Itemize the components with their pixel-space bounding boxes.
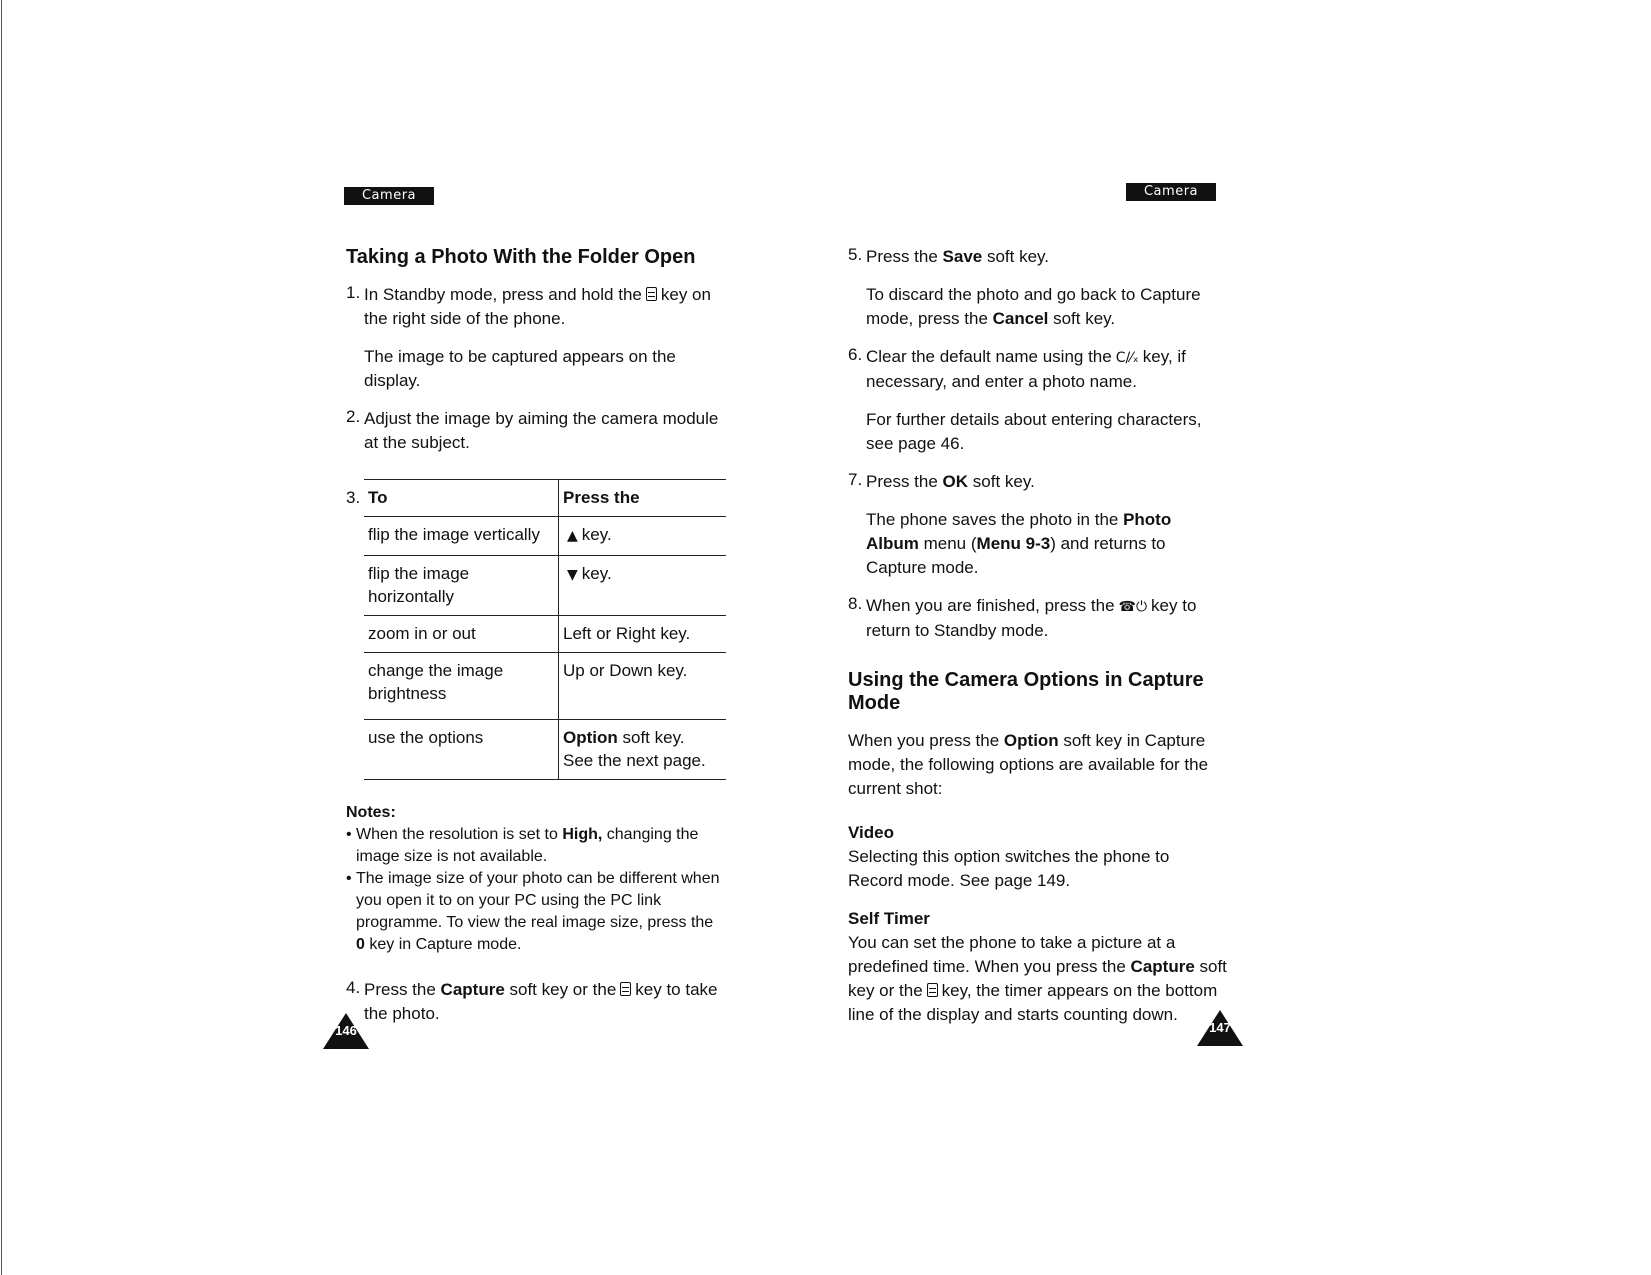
step-text: In Standby mode, press and hold the [364,285,642,304]
table-header-press: Press the [559,480,727,517]
step-number: 3. [346,488,361,507]
capture-key-label: Capture [1130,957,1195,976]
step-1 [346,283,726,331]
note-text: The phone saves the photo in the [866,510,1124,529]
step-text: key, if necessary, and enter a photo name. [866,347,1186,391]
cancel-key-label: Cancel [992,309,1049,328]
up-arrow-icon: ▲ [567,528,578,544]
menu-number-label: Menu 9-3 [976,534,1051,553]
key-text: key. [581,564,612,583]
table-row [364,616,726,653]
step-text: Press the [364,980,441,999]
table-row [364,517,726,556]
step-text: key to return to Standby mode. [866,596,1197,640]
step-text: key to take the photo. [364,980,718,1023]
step-6 [848,345,1228,394]
table-row [364,653,726,720]
key-function-table [364,479,726,780]
step-7-note [848,508,1228,580]
note-text: When the resolution is set to [356,826,563,843]
table-cell-action: zoom in or out [364,616,559,653]
step-text: soft key. [982,247,1050,266]
step-text: Clear the default name using the [866,347,1112,366]
step-text: When you are finished, press the [866,596,1115,615]
section-intro [848,729,1228,801]
camera-key-icon [646,287,657,301]
note-bold: High, [562,826,603,843]
camera-header-tab-right: Camera [1126,183,1216,201]
step-number: 8. [848,594,863,613]
self-timer-heading: Self Timer [848,909,930,928]
note-text: To discard the photo and go back to Capture mode, press the [866,285,1201,328]
table-cell-key: Left or Right key. [559,616,727,653]
page-number-left [323,1013,369,1049]
scan-edge-rule [1,0,2,1275]
table-cell-key [559,556,727,616]
table-cell-key [559,517,727,556]
key-text: soft key. [617,728,685,747]
step-text: soft key. [968,472,1035,491]
page-title: Taking a Photo With the Folder Open [346,246,696,268]
step-5 [848,245,1228,269]
note-text: soft key. [1048,309,1116,328]
note-text: key in Capture mode. [364,936,522,953]
note-text: menu ( [918,534,977,553]
step-number: 1. [346,283,361,302]
table-cell-action: change the image brightness [364,653,559,720]
timer-text: key, the timer appears on the bottom line of the display and starts counting down. [848,981,1218,1024]
down-arrow-icon: ▼ [567,567,578,583]
table-row [364,720,726,780]
step-text: Press the [866,472,943,491]
capture-key-label: Capture [440,980,505,999]
step-6-note: For further details about entering characters, see page 46. [866,410,1202,453]
self-timer-description [848,931,1228,1027]
timer-text: You can set the phone to take a picture at a predefined time. When you press the [848,933,1176,976]
option-key-label: Option [563,728,618,747]
table-cell-action: flip the image vertically [364,517,559,556]
note-text: ) and returns to Capture mode. [866,534,1166,577]
page-number-right [1197,1010,1243,1046]
video-description: Selecting this option switches the phone to Record mode. See page 149. [848,847,1170,890]
notes-section [346,802,726,956]
note-item [346,868,726,956]
timer-text: soft key or the [848,957,1227,1000]
table-cell-action: flip the image horizontally [364,556,559,616]
page-number-text: 146 [335,1023,357,1038]
key-text: See the next page. [563,751,706,770]
clear-key-icon: C/⁄ₓ [1115,350,1139,366]
step-2 [346,407,726,455]
bullet-icon: • [346,870,352,887]
camera-key-icon [620,982,631,996]
step-text: Press the [866,247,943,266]
ok-key-label: OK [942,472,969,491]
section-title: Using the Camera Options in Capture Mode [848,669,1204,714]
step-number: 7. [848,470,863,489]
note-item [346,824,726,868]
page-number-text: 147 [1209,1020,1231,1035]
table-header-row [364,480,726,517]
table-cell-key: Up or Down key. [559,653,727,720]
step-5-note [848,283,1228,331]
option-key-label: Option [1003,731,1059,750]
photo-album-label: Photo Album [866,510,1172,553]
step-text: soft key or the [504,980,617,999]
note-text: changing the image size is not available. [356,826,699,865]
step-number: 6. [848,345,863,364]
end-power-key-icon: ☎⏻ [1118,599,1148,615]
intro-text: When you press the [848,731,1004,750]
step-text: Adjust the image by aiming the camera module at the subject. [364,409,719,452]
bullet-icon: • [346,826,352,843]
step-8 [848,594,1228,643]
camera-header-tab-left: Camera [344,187,434,205]
step-number: 4. [346,978,361,997]
left-page [346,246,726,1026]
notes-heading: Notes: [346,804,396,821]
step-3 [346,479,726,780]
save-key-label: Save [942,247,983,266]
table-cell-key [559,720,727,780]
video-heading: Video [848,823,894,842]
note-text: The image size of your photo can be different when you open it to on your PC using the PC link programme. To view the real image size, press the [356,870,720,931]
step-1-note: The image to be captured appears on the display. [364,347,676,390]
key-text: key. [581,525,612,544]
step-7 [848,470,1228,494]
table-header-to: To [364,480,559,517]
table-row [364,556,726,616]
step-number: 2. [346,407,361,426]
camera-key-icon [927,983,938,997]
step-number: 5. [848,245,863,264]
intro-text: soft key in Capture mode, the following options are available for the current shot: [848,731,1209,798]
right-page [848,245,1228,1027]
note-bold: 0 [356,936,365,953]
step-text: key on the right side of the phone. [364,285,711,328]
table-cell-action: use the options [364,720,559,780]
step-4 [346,978,726,1026]
